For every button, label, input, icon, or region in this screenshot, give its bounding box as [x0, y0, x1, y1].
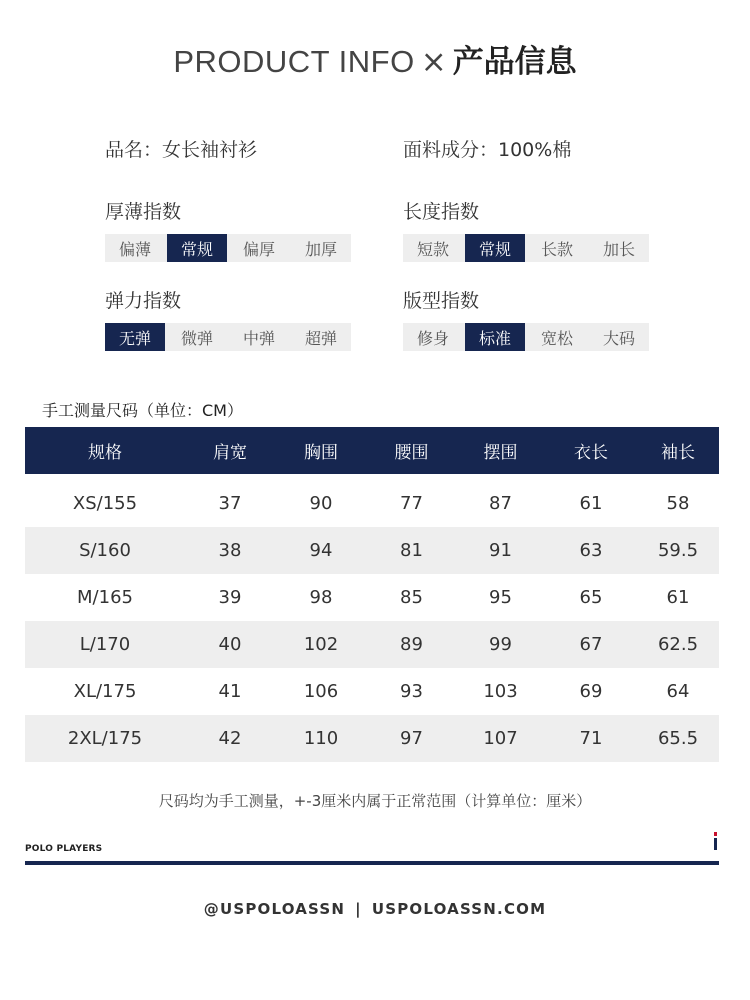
thickness-option-selected: 常规 — [167, 234, 227, 262]
table-cell: 94 — [309, 540, 333, 561]
elasticity-option-selected: 无弹 — [105, 323, 165, 351]
table-cell: 106 — [303, 681, 339, 702]
elasticity-option: 中弹 — [242, 328, 275, 348]
table-row — [25, 480, 719, 527]
elasticity-option: 微弹 — [180, 328, 213, 348]
table-header-row — [25, 427, 719, 474]
table-row — [25, 668, 719, 715]
fit-option: 宽松 — [540, 328, 573, 348]
table-cell: 98 — [309, 587, 333, 608]
table-cell: 58 — [666, 493, 690, 514]
table-cell: 65 — [579, 587, 603, 608]
website-url: USPOLOASSN.COM — [371, 900, 547, 918]
header-cell: 规格 — [88, 443, 122, 463]
table-cell: 65.5 — [657, 728, 699, 749]
elasticity-option: 超弹 — [304, 328, 337, 348]
brand-mark-red — [714, 832, 717, 836]
title-separator: × — [420, 44, 447, 80]
table-cell: 62.5 — [657, 634, 699, 655]
footer-social — [0, 900, 750, 918]
table-cell: 102 — [303, 634, 339, 655]
table-cell: 71 — [579, 728, 603, 749]
table-cell: 77 — [400, 493, 423, 514]
elasticity-index-scale — [105, 323, 351, 351]
table-cell: 99 — [489, 634, 512, 655]
elasticity-index-label: 弹力指数 — [105, 290, 182, 312]
header-cell: 腰围 — [394, 443, 429, 463]
title-chinese: 产品信息 — [452, 44, 577, 80]
social-handle: @USPOLOASSN — [203, 900, 346, 918]
header-cell: 肩宽 — [213, 443, 247, 463]
table-cell: 91 — [489, 540, 512, 561]
table-cell: 42 — [218, 728, 242, 749]
table-cell: 107 — [483, 728, 518, 749]
brand-mark-icon — [714, 832, 717, 850]
fit-option: 大码 — [602, 328, 635, 348]
thickness-index-scale — [105, 234, 351, 262]
brand-label: POLO PLAYERS — [25, 844, 103, 854]
table-cell: 37 — [218, 493, 242, 514]
table-cell: 93 — [400, 681, 423, 702]
table-cell: 67 — [579, 634, 603, 655]
thickness-option: 加厚 — [304, 239, 337, 259]
table-cell: 81 — [400, 540, 423, 561]
table-cell: 41 — [218, 681, 242, 702]
thickness-option: 偏薄 — [118, 239, 151, 259]
table-cell: XS/155 — [72, 493, 138, 514]
table-cell: 90 — [309, 493, 333, 514]
table-cell: 89 — [400, 634, 423, 655]
header-cell: 摆围 — [483, 443, 518, 463]
header-cell: 袖长 — [661, 443, 695, 463]
measurement-note: 尺码均为手工测量，+-3厘米内属于正常范围（计算单位：厘米） — [158, 792, 592, 810]
table-cell: 110 — [303, 728, 339, 749]
thickness-index-label: 厚薄指数 — [105, 201, 182, 223]
table-row — [25, 715, 719, 762]
table-row — [25, 574, 719, 621]
table-cell: 63 — [579, 540, 603, 561]
table-cell: 69 — [579, 681, 603, 702]
table-cell: 103 — [483, 681, 518, 702]
brand-mark-blue — [714, 838, 717, 850]
length-option: 短款 — [416, 239, 449, 259]
title-english: PRODUCT INFO — [173, 44, 415, 79]
table-cell: 64 — [666, 681, 690, 702]
table-cell: L/170 — [79, 634, 131, 655]
table-cell: 87 — [489, 493, 512, 514]
length-option: 长款 — [540, 239, 573, 259]
table-cell: XL/175 — [73, 681, 137, 702]
table-cell: 2XL/175 — [67, 728, 143, 749]
fit-option-selected: 标准 — [465, 323, 525, 351]
table-cell: 95 — [489, 587, 512, 608]
length-option: 加长 — [602, 239, 635, 259]
table-row — [25, 621, 719, 668]
fit-option: 修身 — [416, 328, 449, 348]
table-cell: 59.5 — [657, 540, 699, 561]
table-row — [25, 527, 719, 574]
length-index-label: 长度指数 — [403, 201, 480, 223]
table-cell: S/160 — [79, 540, 131, 561]
size-table — [25, 427, 719, 762]
table-cell: 39 — [218, 587, 242, 608]
product-name: 品名：女长袖衬衫 — [105, 139, 258, 161]
page-title — [0, 42, 750, 82]
length-index-scale — [403, 234, 649, 262]
header-cell: 胸围 — [304, 443, 338, 463]
divider — [25, 861, 719, 865]
fit-index-scale — [403, 323, 649, 351]
table-cell: M/165 — [77, 587, 133, 608]
table-cell: 85 — [400, 587, 423, 608]
table-cell: 61 — [579, 493, 603, 514]
length-option-selected: 常规 — [465, 234, 525, 262]
table-cell: 40 — [218, 634, 242, 655]
size-table-title: 手工测量尺码（单位：CM） — [42, 401, 243, 420]
table-cell: 38 — [218, 540, 242, 561]
header-cell: 衣长 — [574, 443, 608, 463]
fabric-composition: 面料成分：100%棉 — [403, 139, 572, 161]
table-cell: 97 — [400, 728, 423, 749]
table-cell: 61 — [666, 587, 690, 608]
fit-index-label: 版型指数 — [403, 290, 480, 312]
thickness-option: 偏厚 — [242, 239, 275, 259]
footer-separator: | — [355, 900, 362, 918]
